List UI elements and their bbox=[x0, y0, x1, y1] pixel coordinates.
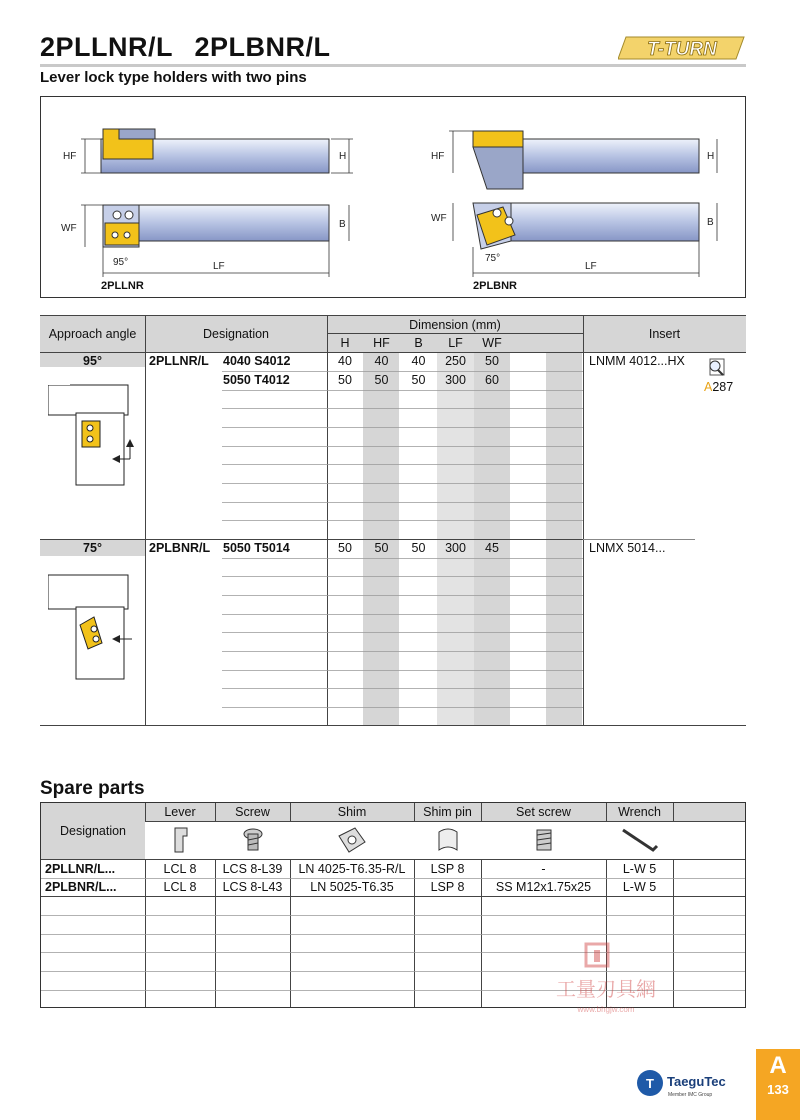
insert-code: LNMX 5014... bbox=[589, 541, 666, 555]
family-2plbnr: 2PLBNR/L bbox=[149, 541, 211, 555]
shim-pin-icon bbox=[433, 824, 463, 856]
right-top-view bbox=[431, 203, 717, 292]
sp-cell: L-W 5 bbox=[622, 880, 657, 894]
screw-icon bbox=[237, 824, 269, 856]
designation-code: 5050 T4012 bbox=[223, 373, 290, 387]
sp-cell: SS M12x1.75x25 bbox=[495, 880, 592, 894]
dim-value: 40 bbox=[374, 354, 389, 368]
left-angle-label: 95° bbox=[113, 257, 129, 268]
sp-cell: L-W 5 bbox=[622, 862, 657, 876]
header-dim-hf: HF bbox=[373, 336, 390, 350]
page-number: 133 bbox=[767, 1082, 789, 1097]
sp-cell: LSP 8 bbox=[430, 862, 465, 876]
sp-row-designation: 2PLBNR/L... bbox=[45, 880, 117, 894]
designation-code: 5050 T5014 bbox=[223, 541, 290, 555]
dim-value: 250 bbox=[445, 354, 466, 368]
left-h-label: H bbox=[339, 151, 347, 162]
dim-value: 50 bbox=[374, 541, 389, 555]
set-screw-icon bbox=[529, 824, 559, 856]
left-wf-label: WF bbox=[61, 223, 77, 234]
svg-text:T: T bbox=[646, 1076, 654, 1091]
dim-value: 45 bbox=[485, 541, 499, 555]
sp-header-shim: Shim bbox=[337, 805, 367, 819]
watermark-logo bbox=[536, 942, 676, 1017]
right-hf-label: HF bbox=[431, 151, 445, 162]
watermark-text: 工量刃具網 bbox=[556, 977, 656, 1001]
sp-header-wrench: Wrench bbox=[618, 805, 661, 819]
sp-cell: LCL 8 bbox=[163, 880, 197, 894]
dim-value: 300 bbox=[445, 541, 466, 555]
sp-header-designation: Designation bbox=[59, 824, 126, 838]
dim-value: 40 bbox=[338, 354, 352, 368]
brand-name: TaeguTec bbox=[667, 1074, 726, 1089]
insert-page-ref[interactable]: A287 bbox=[704, 380, 734, 394]
sp-row-designation: 2PLLNR/L... bbox=[45, 862, 116, 876]
t-turn-logo bbox=[618, 34, 746, 62]
left-side-view bbox=[63, 129, 353, 173]
wrench-icon bbox=[619, 824, 661, 856]
approach-angle-75: 75° bbox=[83, 541, 102, 555]
dim-value: 50 bbox=[374, 373, 389, 387]
sp-cell: LCS 8-L43 bbox=[222, 880, 283, 894]
sp-cell: LCL 8 bbox=[163, 862, 197, 876]
insert-code: LNMM 4012...HX bbox=[589, 354, 685, 368]
brand-sub: Member IMC Group bbox=[668, 1092, 713, 1098]
page-subtitle: Lever lock type holders with two pins bbox=[40, 69, 307, 86]
holder-table bbox=[40, 315, 746, 726]
header-designation: Designation bbox=[202, 327, 269, 341]
left-b-label: B bbox=[339, 219, 346, 230]
section-tab bbox=[756, 1049, 800, 1120]
right-angle-label: 75° bbox=[485, 253, 501, 264]
right-b-label: B bbox=[707, 217, 714, 228]
header-dim-wf: WF bbox=[482, 336, 502, 350]
page-title: 2PLLNR/L 2PLBNR/L bbox=[40, 32, 331, 62]
right-side-view bbox=[431, 131, 717, 189]
header-dimension: Dimension (mm) bbox=[409, 318, 501, 332]
sp-cell: LN 4025-T6.35-R/L bbox=[298, 862, 406, 876]
header-approach-angle: Approach angle bbox=[48, 327, 137, 341]
left-tool-name: 2PLLNR bbox=[101, 280, 144, 292]
header-insert: Insert bbox=[648, 327, 681, 341]
approach-angle-95: 95° bbox=[83, 354, 102, 368]
dim-value: 50 bbox=[338, 373, 352, 387]
left-top-view bbox=[61, 205, 349, 292]
sp-cell: LCS 8-L39 bbox=[222, 862, 283, 876]
right-tool-name: 2PLBNR bbox=[473, 280, 518, 292]
family-2pllnr: 2PLLNR/L bbox=[149, 354, 209, 368]
header-dim-h: H bbox=[340, 336, 350, 350]
dim-value: 40 bbox=[411, 354, 426, 368]
designation-code: 4040 S4012 bbox=[223, 354, 291, 368]
catalog-reference-icon[interactable] bbox=[706, 356, 728, 378]
taegutec-logo bbox=[636, 1066, 748, 1100]
tool-drawings bbox=[40, 96, 746, 298]
approach-75-pictogram bbox=[48, 573, 140, 683]
approach-95-pictogram bbox=[48, 373, 140, 493]
dim-value: 50 bbox=[411, 541, 426, 555]
header-dim-b: B bbox=[414, 336, 423, 350]
lever-icon bbox=[165, 824, 195, 856]
sp-header-shim-pin: Shim pin bbox=[423, 805, 472, 819]
sp-cell: LSP 8 bbox=[430, 880, 465, 894]
sp-cell: - bbox=[541, 862, 546, 876]
right-h-label: H bbox=[707, 151, 715, 162]
sp-header-screw: Screw bbox=[235, 805, 270, 819]
section-letter: A bbox=[769, 1052, 787, 1079]
dim-value: 60 bbox=[485, 373, 499, 387]
sp-cell: LN 5025-T6.35 bbox=[310, 880, 394, 894]
left-lf-label: LF bbox=[213, 261, 225, 272]
right-wf-label: WF bbox=[431, 213, 447, 224]
left-hf-label: HF bbox=[63, 151, 77, 162]
sp-header-set-screw: Set screw bbox=[516, 805, 571, 819]
right-lf-label: LF bbox=[585, 261, 597, 272]
dim-value: 50 bbox=[411, 373, 426, 387]
dim-value: 50 bbox=[485, 354, 499, 368]
header-dim-lf: LF bbox=[448, 336, 463, 350]
spare-parts-title: Spare parts bbox=[40, 778, 145, 799]
watermark-url: www.bhgjw.com bbox=[577, 1005, 635, 1014]
sp-header-lever: Lever bbox=[164, 805, 196, 819]
header-rule bbox=[40, 64, 746, 67]
shim-icon bbox=[335, 824, 369, 856]
dim-value: 50 bbox=[338, 541, 352, 555]
svg-text:T-TURN: T-TURN bbox=[647, 39, 717, 60]
dim-value: 300 bbox=[445, 373, 466, 387]
